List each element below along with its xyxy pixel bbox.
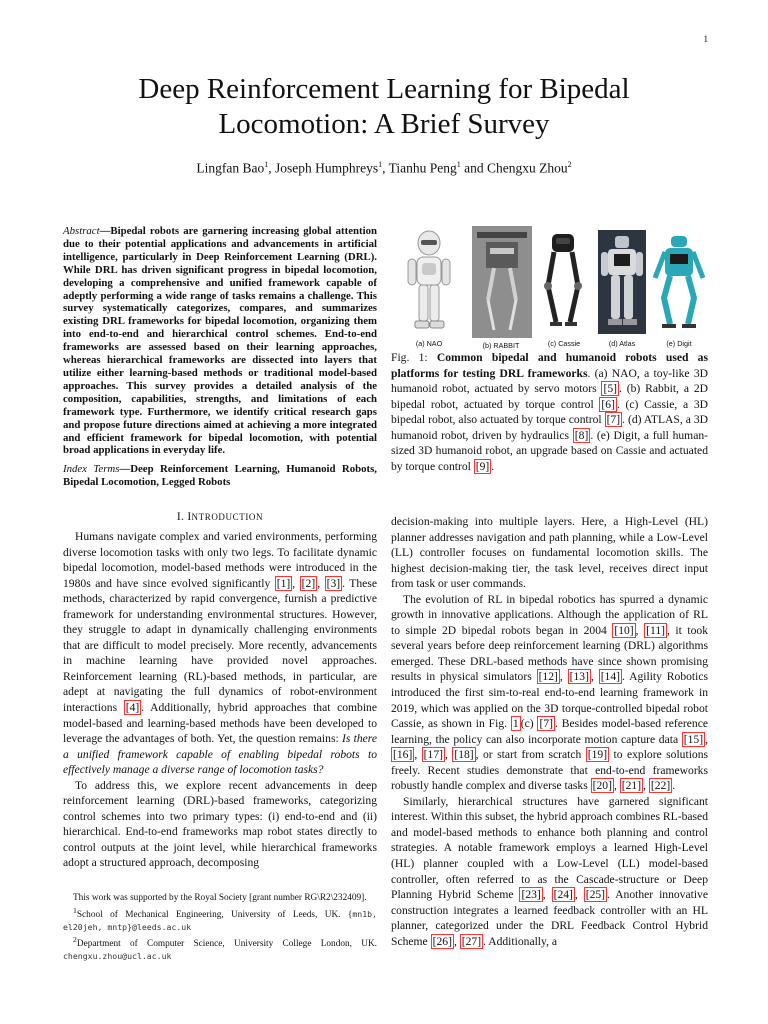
citation-link[interactable]: [8] xyxy=(574,428,589,442)
citation-link[interactable]: [4] xyxy=(125,701,140,715)
research-question: Is there a unified framework capable of enabling bipedal robots to effectively manage a diverse range of locomotion tasks? xyxy=(63,732,377,777)
paper-title: Deep Reinforcement Learning for Bipedal Locomotion: A Brief Survey xyxy=(138,73,630,140)
right-column-body xyxy=(391,514,708,949)
citation-link[interactable]: [20] xyxy=(592,779,612,793)
citation-link[interactable]: [21] xyxy=(621,779,642,793)
figure-label-digit: (e) Digit xyxy=(666,339,692,348)
caption-text: . (a) NAO, a toy-like 3D humanoid robot, actuated by servo motors xyxy=(391,366,708,396)
caption-bold: Common bipedal and humanoid robots used as platforms for testing DRL frameworks xyxy=(391,351,708,380)
section-title-first: I xyxy=(187,511,192,523)
figure-label-rabbit: (b) RABBIT xyxy=(482,341,520,350)
citation-link[interactable]: [5] xyxy=(603,382,617,396)
paragraph-text: The evolution of RL in bipedal robotics has spurred a dynamic growth in innovative applications. Although the application of RL to simple 2D bipedal robots began in 2004 xyxy=(391,592,708,637)
author-name: Lingfan Bao xyxy=(196,160,265,176)
index-terms-lead: Index Terms xyxy=(63,463,120,475)
paragraph-text: . Agility Robotics introduced the first sim-to-real end-to-end learning framework in 2019, which was applied on the 3D torque-controlled bipedal robot Cassie, as shown in Fig. xyxy=(391,670,709,731)
footnote-affiliation-1 xyxy=(63,905,377,935)
citation-link[interactable]: [25] xyxy=(585,888,606,902)
abstract-lead: Abstract xyxy=(63,225,100,237)
paragraph-text: (c) xyxy=(520,717,538,731)
author-affiliation-mark: 1 xyxy=(378,160,383,169)
paragraph-text: . These methods, characterized by rapid convergence, furnish a predictive framework for understanding environmental structures. However, they struggle to adapt in dynamically challenging environments that are difficult to model precisely. More recently, advancements in machine learning have provided novel approaches. Reinforcement learning (RL)-based methods, in particular, are adept at navigating the full dynamics of robot-environment interactions xyxy=(63,576,377,715)
citation-link[interactable]: [11] xyxy=(646,623,665,637)
section-numeral: I. xyxy=(176,511,185,523)
author-affiliation-mark: 1 xyxy=(456,160,461,169)
paragraph: Similarly, hierarchical structures have garnered significant interest. Within this subset, the hybrid approach combines RL-based and model-based methods to enhance both planning and control strategies. A notable framework employs a learned High-Level (HL) planner coupled with a Low-Level (LL) model-based controller, often referred to as the Cascade-structure or Deep Planning Hybrid Scheme [23] , [24] , [25] . Another innovative construction integrates a learned feedback controller with an HL planner, categorized under the DRL Feedback Control Hybrid Scheme [26] , [27] . Additionally, a xyxy=(391,794,709,948)
citation-link[interactable]: [16] xyxy=(393,748,413,762)
citation-link[interactable]: [2] xyxy=(301,576,316,590)
citation-link[interactable]: [10] xyxy=(614,623,634,637)
paragraph-text: To address this, we explore recent advancements in deep reinforcement learning (DRL)-based frameworks, categorizing control schemes into two primary types: (i) end-to-end and (ii) hierarchical. End-to-end frameworks map robot states directly to control outputs at the joint level, while hierarchical frameworks adopt a structured approach, decomposing xyxy=(63,778,377,870)
caption-text: . (d) ATLAS, a 3D humanoid robot, driven by hydraulics xyxy=(391,413,708,442)
citation-link[interactable]: [15] xyxy=(683,732,704,746)
paragraph-text: . Additionally, a xyxy=(483,934,558,948)
paragraph-text: . Another innovative construction integrates a learned feedback controller with an HL planner, categorized under the DRL Feedback Control Hybrid Scheme xyxy=(391,888,709,948)
index-terms: Index Terms—Deep Reinforcement Learning, Humanoid Robots, Bipedal Locomotion, Legged Robots xyxy=(63,463,377,489)
left-column-body xyxy=(63,529,377,871)
citation-link[interactable]: [6] xyxy=(601,397,615,411)
author-name: Joseph Humphreys xyxy=(274,160,379,176)
citation-link[interactable]: [13] xyxy=(569,670,589,684)
footnote-mark: 1 xyxy=(73,905,77,915)
caption-text: . (e) Digit, a full human-sized 3D humanoid robot, an upgrade based on Cassie and actuated by torque control xyxy=(391,428,708,473)
abstract: Abstract—Bipedal robots are garnering increasing global attention due to their potential applications and advancements in artificial intelligence, particularly in Deep Reinforcement Learning (DRL). While DRL has driven significant progress in bipedal locomotion, developing a comprehensive and unified framework capable of adeptly performing a wide range of tasks remains a challenge. This survey systematically categorizes, compares, and summarizes existing DRL frameworks for bipedal locomotion, organizing them into end-to-end and hierarchical control schemes. End-to-end frameworks are assessed based on their learning approaches, whereas hierarchical frameworks are dissected into layers that utilize either learning-based methods or traditional model-based approaches. This survey provides a detailed analysis of the composition, capabilities, strengths, and limitations of each framework type. Furthermore, we identify critical research gaps and propose future directions aimed at achieving a more integrated and efficient framework for bipedal locomotion, with potential broad applications in everyday life. xyxy=(63,225,377,457)
footnote-text: Department of Computer Science, University College London, UK. xyxy=(76,939,377,950)
rabbit-robot-image xyxy=(472,226,532,338)
citation-link[interactable]: [26] xyxy=(432,934,452,948)
citation-link[interactable]: [7] xyxy=(606,413,621,427)
atlas-robot-image xyxy=(598,230,646,334)
footnote-email[interactable]: mn1b, xyxy=(352,908,377,919)
citation-link[interactable]: [22] xyxy=(650,779,671,793)
author-list: Lingfan Bao$^1$, Joseph Humphreys$^1$, Tianhu Peng$^1$ and Chengxu Zhou$^2$ xyxy=(196,160,572,176)
footnote-affiliation-2 xyxy=(63,934,377,964)
paragraph: Humans navigate complex and varied environments, performing diverse locomotion tasks with only two legs. To facilitate dynamic bipedal locomotion, model-based methods were introduced in the 1980s and have since evolved significantly [1] , [2] , [3] . These methods, characterized by rapid convergence, furnish a predictive framework for understanding environmental structures. However, they struggle to adapt in dynamically challenging environments that are difficult to model precisely. More recently, advancements in machine learning have provided novel approaches. Reinforcement learning (RL)-based methods, in particular, are adept at navigating the full dynamics of robot-environment interactions [4] . Additionally, hybrid approaches that combine model-based and learning-based methods have been developed to leverage the advantages of both. Yet, the question remains: Is there a unified framework capable of enabling bipedal robots to effectively manage a diverse range of locomotion tasks? xyxy=(63,530,377,777)
paragraph-text: . Additionally, hybrid approaches that combine model-based and learning-based methods have been developed to leverage the advantages of both. Yet, the question remains: xyxy=(63,701,377,746)
figure-caption xyxy=(391,350,708,474)
footnote-funding: This work was supported by the Royal Society [grant number RG\R2\232409]. xyxy=(73,893,367,903)
footnote-mark: 2 xyxy=(73,935,77,945)
figure-robots xyxy=(394,222,710,348)
citation-link[interactable]: [14] xyxy=(600,670,621,684)
footnote-email[interactable]: el20jeh, mntp}@leeds.ac.uk xyxy=(63,921,192,932)
citation-link[interactable]: [9] xyxy=(475,459,490,473)
figure-label-cassie: (c) Cassie xyxy=(547,339,581,348)
citation-link[interactable]: [1] xyxy=(276,576,291,590)
paragraph-text: , it took several years before deep reinforcement learning (DRL) algorithms emerged. These DRL-based methods have since shown promising results in physical simulators xyxy=(391,623,709,684)
citation-link[interactable]: [7] xyxy=(539,717,554,731)
footnote-email[interactable]: chengxu.zhou@ucl.ac.uk xyxy=(63,951,172,961)
footnote-text: School of Mechanical Engineering, University of Leeds, UK. { xyxy=(76,909,353,920)
paragraph: The evolution of RL in bipedal robotics has spurred a dynamic growth in innovative applications. Although the application of RL to simple 2D bipedal robots began in 2004 [10] , [11] , it took several years before deep reinforcement learning (DRL) algorithms emerged. These DRL-based methods have since shown promising results in physical simulators [12] , [13] , [14] . Agility Robotics introduced the first sim-to-real end-to-end learning framework in 2019, which was applied on the 3D torque-controlled bipedal robot Cassie, as shown in Fig. 1 (c) [7] . Besides model-based reference learning, the policy can also incorporate motion capture data [15] , [16] , [17] , [18] , or start from scratch [19] to explore solutions freely. Recent studies demonstrate that end-to-end frameworks robustly handle complex and diverse tasks [20] , [21] , [22] . xyxy=(391,592,709,793)
nao-robot-image xyxy=(406,230,452,334)
citation-link[interactable]: [17] xyxy=(423,748,443,762)
paragraph-text: to explore solutions freely. Recent studies demonstrate that end-to-end frameworks robustly handle complex and diverse tasks xyxy=(391,748,709,793)
paragraph xyxy=(63,778,377,871)
figure-link[interactable]: 1 xyxy=(512,717,519,731)
caption-text: . (c) Cassie, a 3D bipedal robot, also actuated by torque control xyxy=(391,397,709,427)
index-terms-text: Deep Reinforcement Learning, Humanoid Robots, Bipedal Locomotion, Legged Robots xyxy=(63,463,377,489)
footnotes xyxy=(63,893,377,964)
paragraph-text: decision-making into multiple layers. Here, a High-Level (HL) planner addresses navigation and path planning, while a Low-Level (LL) controller focuses on fundamental locomotion skills. The highest decision-making tier, the task level, receives direct input from task or user commands. xyxy=(391,515,708,591)
paragraph-text: Humans navigate complex and varied environments, performing diverse locomotion tasks with only two legs. To facilitate dynamic bipedal locomotion, model-based methods were introduced in the 1980s and have since evolved significantly xyxy=(63,530,377,590)
citation-link[interactable]: [19] xyxy=(587,748,608,762)
citation-link[interactable]: [23] xyxy=(521,888,541,902)
citation-link[interactable]: [27] xyxy=(461,934,482,948)
author-name: Chengxu Zhou xyxy=(487,160,568,176)
caption-prefix: Fig. 1: xyxy=(391,351,428,364)
author-affiliation-mark: 1 xyxy=(264,160,269,169)
citation-link[interactable]: [12] xyxy=(538,670,558,684)
caption-text: . xyxy=(491,459,495,473)
citation-link[interactable]: [3] xyxy=(326,576,341,590)
paragraph-text: , or start from scratch xyxy=(475,748,586,762)
author-name: Tianhu Peng xyxy=(388,160,457,176)
cassie-robot-image xyxy=(542,230,584,334)
digit-robot-image xyxy=(652,230,706,334)
page-number: 1 xyxy=(703,34,708,44)
paragraph-text: . Besides model-based reference learning, the policy can also incorporate motion capture data xyxy=(391,717,708,746)
paragraph xyxy=(391,514,708,592)
abstract-text: Bipedal robots are garnering increasing global attention due to their potential applications and advancements in artificial intelligence, particularly in Deep Reinforcement Learning (DRL). While DRL has driven significant progress in bipedal locomotion, developing a comprehensive and unified framework capable of adeptly performing a wide range of tasks remains a challenge. This survey systematically categorizes, compares, and summarizes existing DRL frameworks for bipedal locomotion, organizing them into end-to-end and hierarchical control schemes. End-to-end frameworks are assessed based on their learning approaches, whereas hierarchical frameworks are dissected into layers that utilize either learning-based methods or traditional model-based approaches. This survey provides a detailed analysis of the composition, capabilities, strengths, and limitations of each framework type. Furthermore, we identify critical research gaps and propose future directions aimed at achieving a more integrated and efficient framework for bipedal locomotion, with potential broad applications in everyday life. xyxy=(63,225,377,457)
figure-label-atlas: (d) Atlas xyxy=(608,339,636,348)
caption-text: . (b) Rabbit, a 2D bipedal robot, actuated by torque control xyxy=(391,382,709,411)
figure-label-nao: (a) NAO xyxy=(415,339,443,348)
author-affiliation-mark: 2 xyxy=(567,160,572,169)
section-title-rest: NTRODUCTION xyxy=(191,512,264,522)
citation-link[interactable]: [24] xyxy=(553,888,573,902)
paragraph-text: Similarly, hierarchical structures have garnered significant interest. Within this subset, the hybrid approach combines RL-based and model-based methods to enhance both planning and control strategies. A notable framework employs a learned High-Level (HL) planner coupled with a Low-Level (LL) model-based controller, often referred to as the Cascade-structure or Deep Planning Hybrid Scheme xyxy=(391,794,708,902)
section-heading xyxy=(63,511,377,523)
citation-link[interactable]: [18] xyxy=(454,748,474,762)
